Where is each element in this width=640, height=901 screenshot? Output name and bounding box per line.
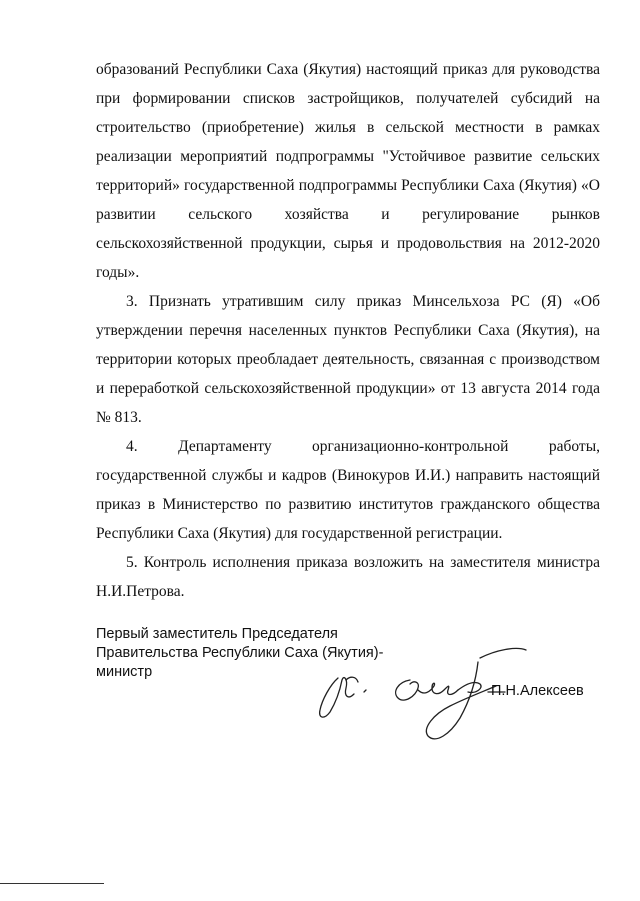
paragraph-continuation: образований Республики Саха (Якутия) настоящий приказ для руководства при формировании списков застройщиков, получателей субсидий на строительство (приобретение) жилья в сельской местности в рамках реализации мероприятий подпрограммы "Устойчивое развитие сельских территорий» государственной подпрограммы Республики Саха (Якутия) «О развитии сельского хозяйства и регулирование рынков сельскохозяйственной продукции, сырья и продовольствия на 2012-2020 годы».: [96, 61, 600, 281]
footer-rule: [0, 883, 104, 884]
document-body: [96, 55, 600, 606]
signatory-title-line-2: Правительства Республики Саха (Якутия)-: [96, 645, 384, 661]
paragraph-4: 4. Департаменту организационно-контрольной работы, государственной службы и кадров (Винокуров И.И.) направить настоящий приказ в Министерство по развитию институтов гражданского общества Республики Саха (Якутия) для государственной регистрации.: [96, 438, 600, 542]
signer-name: П.Н.Алексеев: [491, 683, 584, 699]
paragraph-3: 3. Признать утратившим силу приказ Минсельхоза РС (Я) «Об утверждении перечня населенных пунктов Республики Саха (Якутия), на территории которых преобладает деятельность, связанная с производством и переработкой сельскохозяйственной продукции» от 13 августа 2014 года № 813.: [96, 293, 600, 426]
paragraph-5: 5. Контроль исполнения приказа возложить на заместителя министра Н.И.Петрова.: [96, 554, 600, 600]
signatory-title-line-3: министр: [96, 664, 153, 680]
signatory-title-line-1: Первый заместитель Председателя: [96, 626, 338, 642]
